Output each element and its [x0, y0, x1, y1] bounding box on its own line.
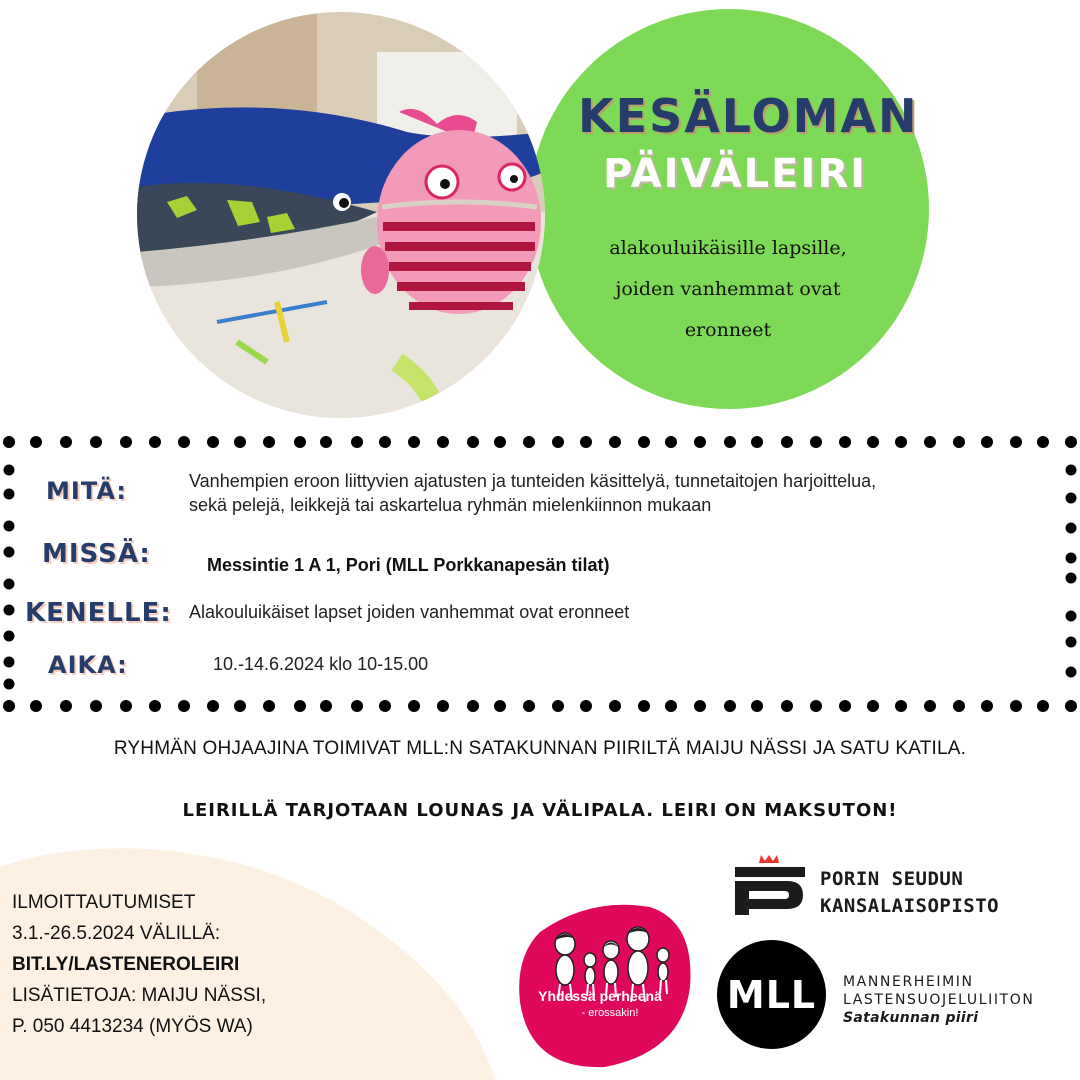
mll-logo-circle — [717, 940, 826, 1049]
title-paivaleiri: PÄIVÄLEIRI — [602, 151, 868, 197]
subtitle-target-group — [578, 228, 878, 351]
kansalaisopisto-line: PORIN SEUDUN — [820, 868, 964, 890]
group-leaders-text: RYHMÄN OHJAAJINA TOIMIVAT MLL:N SATAKUNNAN PIIRILTÄ MAIJU NÄSSI JA SATU KATILA. — [113, 738, 967, 759]
label-aika: AIKA: — [48, 651, 128, 679]
label-missa: MISSÄ: — [42, 539, 151, 569]
lunch-free-offer-text: LEIRILLÄ TARJOTAAN LOUNAS JA VÄLIPALA. LEIRI ON MAKSUTON! — [182, 800, 898, 821]
yhdessa-perheena-subtitle: - erossakin! — [581, 1007, 639, 1019]
contact-person: LISÄTIETOJA: MAIJU NÄSSI, — [12, 985, 267, 1006]
yhdessa-perheena-title: Yhdessä perheenä — [538, 988, 662, 1004]
title-kesaloman: KESÄLOMAN — [578, 89, 919, 143]
registration-link[interactable]: BIT.LY/LASTENEROLEIRI — [12, 954, 240, 975]
mll-logo-mark: MLL — [726, 972, 817, 1017]
mll-name-line: LASTENSUOJELULIITON — [843, 992, 1035, 1008]
contact-phone: P. 050 4413234 (MYÖS WA) — [12, 1016, 253, 1037]
value-kenelle: Alakouluikäiset lapset joiden vanhemmat ovat eronneet — [189, 602, 630, 622]
crowned-p-icon — [735, 853, 805, 915]
plush-toys-photo — [137, 12, 545, 418]
family-figures-icon — [510, 892, 700, 1072]
kansalaisopisto-logo-mark — [735, 853, 805, 915]
subtitle-line: eronneet — [684, 319, 772, 341]
registration-info — [12, 887, 266, 1042]
mll-organization-name — [843, 973, 1034, 1027]
registration-period: 3.1.-26.5.2024 VÄLILLÄ: — [12, 923, 221, 944]
kansalaisopisto-line: KANSALAISOPISTO — [820, 895, 1000, 917]
registration-heading: ILMOITTAUTUMISET — [12, 892, 196, 913]
photo-illustration — [137, 12, 545, 418]
kansalaisopisto-name — [820, 866, 999, 920]
mll-district: Satakunnan piiri — [843, 1010, 979, 1026]
value-aika: 10.-14.6.2024 klo 10-15.00 — [213, 654, 429, 674]
yhdessa-perheena-logo — [510, 892, 700, 1072]
mll-name-line: MANNERHEIMIN — [843, 974, 974, 990]
value-mita — [189, 469, 876, 517]
value-missa: Messintie 1 A 1, Pori (MLL Porkkanapesän tilat) — [207, 555, 610, 575]
label-kenelle: KENELLE: — [25, 598, 172, 628]
subtitle-line: joiden vanhemmat ovat — [615, 278, 841, 300]
value-mita-line: Vanhempien eroon liittyvien ajatusten ja tunteiden käsittelyä, tunnetaitojen harjoittelua, — [189, 471, 877, 491]
subtitle-line: alakouluikäisille lapsille, — [609, 237, 847, 259]
label-mita: MITÄ: — [46, 477, 127, 505]
value-mita-line: sekä pelejä, leikkejä tai askartelua ryhmän mielenkiinnon mukaan — [189, 495, 712, 515]
